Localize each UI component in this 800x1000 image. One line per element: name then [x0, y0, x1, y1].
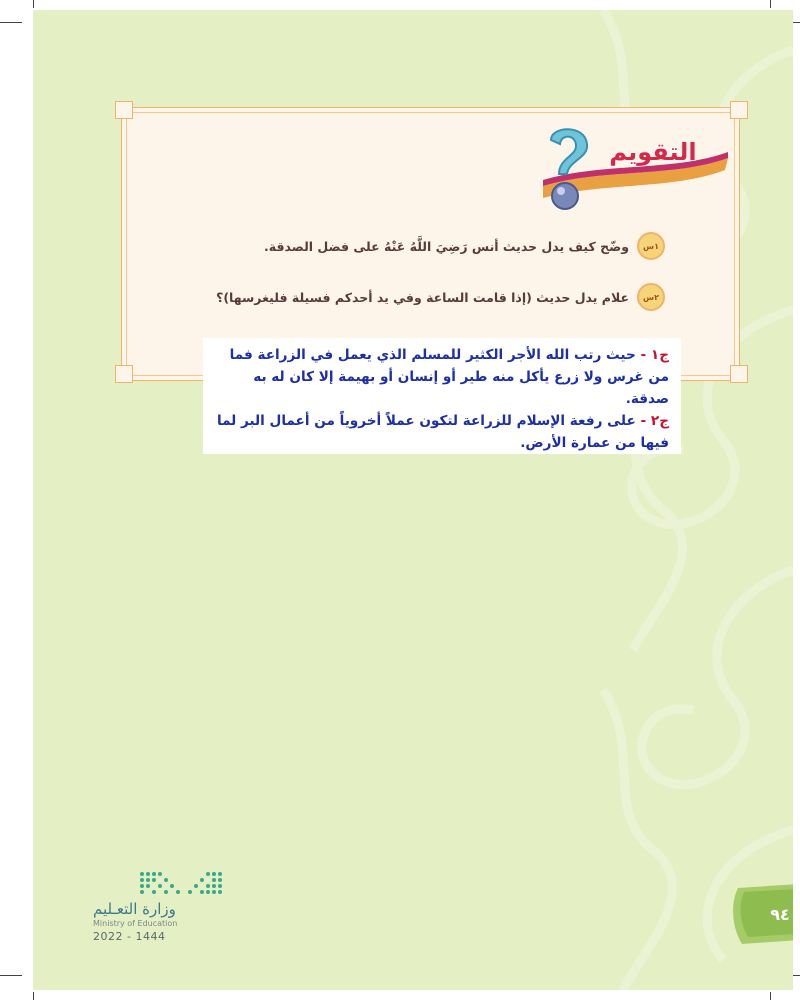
- crop-mark: [33, 0, 34, 8]
- crop-mark: [0, 22, 22, 23]
- question-text: علام يدل حديث (إذا قامت الساعة وفي يد أحدكم فسيلة فليغرسها)؟: [216, 289, 629, 305]
- ministry-dots-icon: [138, 870, 228, 898]
- answer-2: [215, 410, 669, 454]
- title-ribbon: [503, 118, 733, 218]
- ministry-year: 2022 - 1444: [93, 930, 166, 943]
- answer-text: حيث رتب الله الأجر الكثير للمسلم الذي يعمل في الزراعة فما من غرس ولا زرع يأكل منه طير أو إنسان أو بهيمة إلا كان له به صدقة.: [229, 347, 669, 407]
- ministry-name-en: Ministry of Education: [93, 919, 178, 928]
- frame-corner: [730, 365, 748, 383]
- question-badge-icon: ١س: [637, 232, 665, 260]
- frame-corner: [115, 365, 133, 383]
- page-number-badge: [728, 882, 793, 944]
- answer-text: على رفعة الإسلام للزراعة لتكون عملاً أخروياً من أعمال البر لما فيها من عمارة الأرض.: [216, 413, 669, 451]
- question-text: وضّح كيف يدل حديث أنس رَضِيَ اللَّهُ عَنْهُ على فضل الصدقة.: [264, 238, 629, 254]
- answer-1: [215, 344, 669, 410]
- page-number: ٩٤: [770, 905, 790, 924]
- question-badge-icon: ٢س: [637, 283, 665, 311]
- question-2: [216, 283, 665, 311]
- section-title: التقويم: [609, 138, 697, 166]
- crop-mark: [33, 992, 34, 1000]
- question-1: [264, 232, 665, 260]
- question-mark-icon: [551, 129, 587, 209]
- crop-mark: [770, 992, 771, 1000]
- frame-corner: [115, 101, 133, 119]
- answer-label: ج١ -: [640, 347, 669, 363]
- crop-mark: [0, 975, 22, 976]
- ministry-name-ar: وزارة التعـليم: [93, 900, 176, 918]
- answers-box: [203, 338, 681, 454]
- ministry-logo: [93, 870, 233, 943]
- crop-mark: [770, 0, 771, 8]
- textbook-page: [33, 10, 793, 990]
- frame-corner: [730, 101, 748, 119]
- answer-label: ج٢ -: [640, 413, 669, 429]
